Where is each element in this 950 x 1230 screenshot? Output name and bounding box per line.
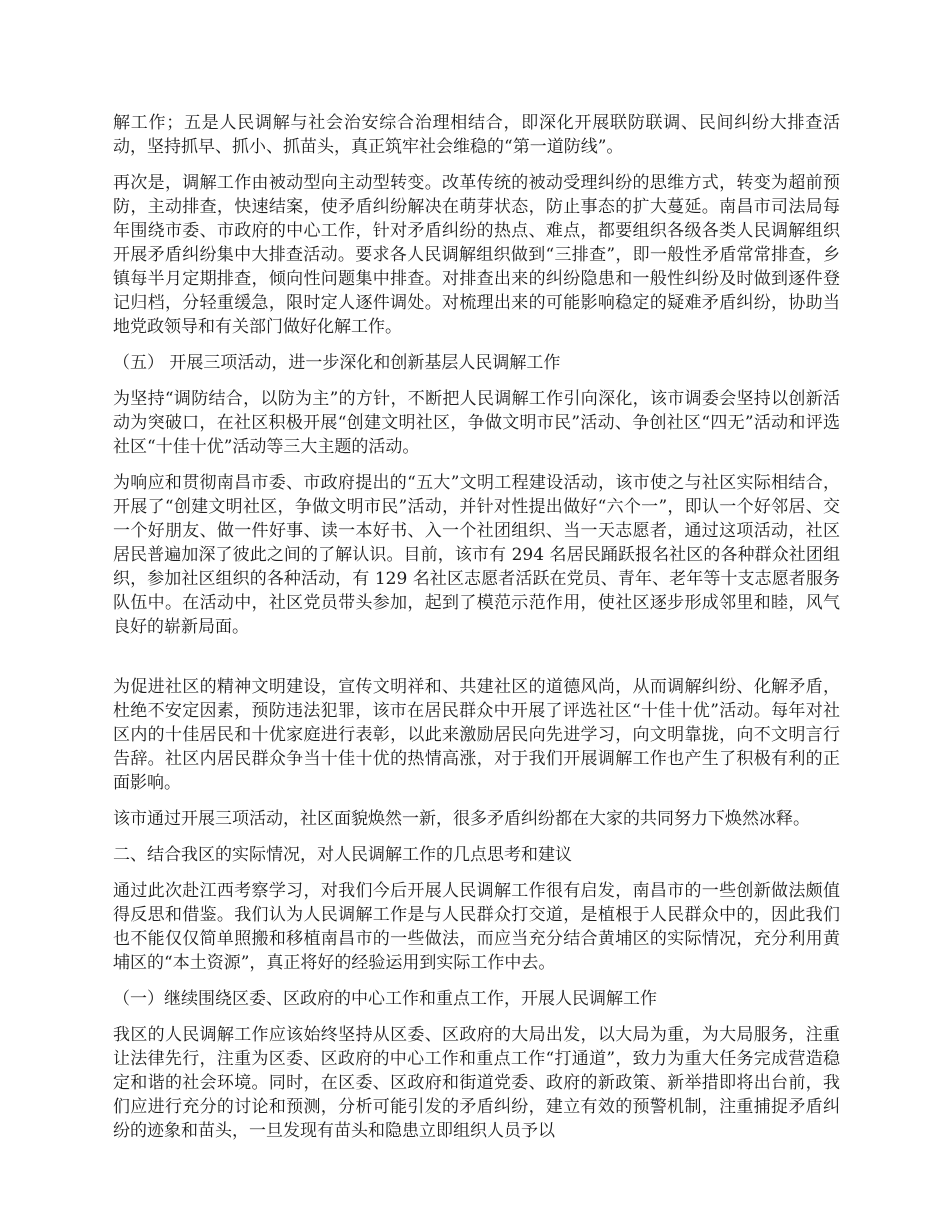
paragraph-3: 为坚持“调防结合，以防为主”的方针，不断把人民调解工作引向深化，该市调委会坚持以创新活动为突破口，在社区积极开展“创建文明社区，争做文明市民”活动、争创社区“四无”活动和评选社区“十佳十优”活动等三大主题的活动。: [113, 389, 840, 457]
paragraph-8: 我区的人民调解工作应该始终坚持从区委、区政府的大局出发，以大局为重，为大局服务，注重让法律先行，注重为区委、区政府的中心工作和重点工作“打通道”，致力为重大任务完成营造稳定和谐的社会环境。同时，在区委、区政府和街道党委、政府的新政策、新举措即将出台前，我们应进行充分的讨论和预测，分析可能引发的矛盾纠纷，建立有效的预警机制，注重捕捉矛盾纠纷的迹象和苗头，一旦发现有苗头和隐患立即组织人员予以: [113, 1025, 840, 1141]
section-heading-2: 二、结合我区的实际情况，对人民调解工作的几点思考和建议: [113, 845, 572, 865]
document-page: [113, 111, 840, 1155]
section-heading-5: （五） 开展三项活动，进一步深化和创新基层人民调解工作: [113, 353, 561, 373]
paragraph-6: 该市通过开展三项活动，社区面貌焕然一新，很多矛盾纠纷都在大家的共同努力下焕然冰释。: [113, 809, 810, 829]
paragraph-7: 通过此次赴江西考察学习，对我们今后开展人民调解工作很有启发，南昌市的一些创新做法颇值得反思和借鉴。我们认为人民调解工作是与人民群众打交道，是植根于人民群众中的，因此我们也不能仅仅简单照搬和移植南昌市的一些做法，而应当充分结合黄埔区的实际情况，充分利用黄埔区的“本土资源”，真正将好的经验运用到实际工作中去。: [113, 881, 840, 973]
paragraph-4: 为响应和贯彻南昌市委、市政府提出的“五大”文明工程建设活动，该市使之与社区实际相结合，开展了“创建文明社区，争做文明市民”活动，并针对性提出做好“六个一”，即认一个好邻居、交一个好朋友、做一件好事、读一本好书、入一个社团组织、当一天志愿者，通过这项活动，社区居民普遍加深了彼此之间的了解认识。目前，该市有 294 名居民踊跃报名社区的各种群众社团组织，参加社区组织的各种活动，有 129 名社区志愿者活跃在党员、青年、老年等十支志愿者服务队伍中。在活动中，社区党员带头参加，起到了模范示范作用，使社区逐步形成邻里和睦，风气良好的崭新局面。: [113, 473, 840, 637]
paragraph-2: 再次是，调解工作由被动型向主动型转变。改革传统的被动受理纠纷的思维方式，转变为超前预防，主动排查，快速结案，使矛盾纠纷解决在萌芽状态，防止事态的扩大蔓延。南昌市司法局每年围绕市委、市政府的中心工作，针对矛盾纠纷的热点、难点，都要组织各级各类人民调解组织开展矛盾纠纷集中大排查活动。要求各人民调解组织做到“三排查”，即一般性矛盾常常排查，乡镇每半月定期排查，倾向性问题集中排查。对排查出来的纠纷隐患和一般性纠纷及时做到逐件登记归档，分轻重缓急，限时定人逐件调处。对梳理出来的可能影响稳定的疑难矛盾纠纷，协助当地党政领导和有关部门做好化解工作。: [113, 173, 840, 337]
subsection-heading-1: （一）继续围绕区委、区政府的中心工作和重点工作，开展人民调解工作: [113, 989, 657, 1009]
paragraph-1: 解工作；五是人民调解与社会治安综合治理相结合，即深化开展联防联调、民间纠纷大排查活动，坚持抓早、抓小、抓苗头，真正筑牢社会维稳的“第一道防线”。: [113, 113, 840, 157]
paragraph-5: 为促进社区的精神文明建设，宣传文明祥和、共建社区的道德风尚，从而调解纠纷、化解矛盾，杜绝不安定因素，预防违法犯罪，该市在居民群众中开展了评选社区“十佳十优”活动。每年对社区内的十佳居民和十优家庭进行表彰，以此来激励居民向先进学习，向文明靠拢，向不文明言行告辞。社区内居民群众争当十佳十优的热情高涨，对于我们开展调解工作也产生了积极有利的正面影响。: [113, 677, 840, 793]
